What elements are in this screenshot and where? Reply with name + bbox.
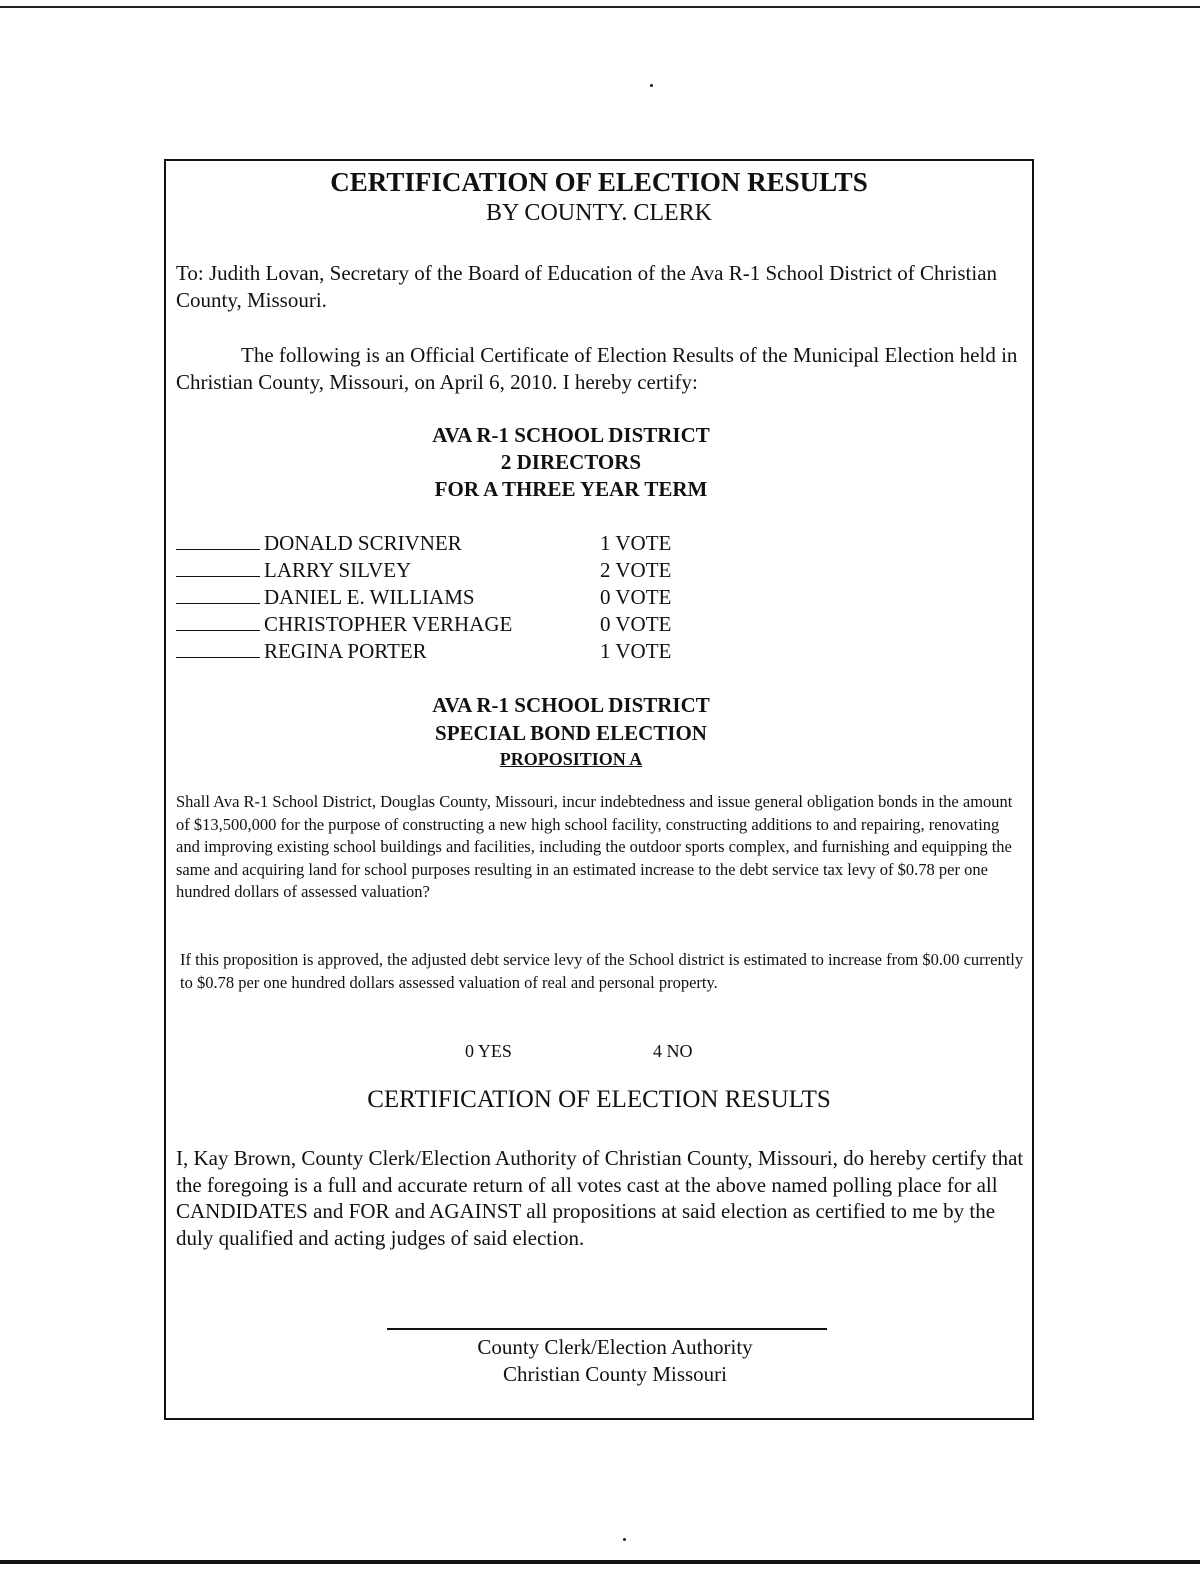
certificate-subtitle: BY COUNTY. CLERK (485, 200, 713, 226)
certification-statement: I, Kay Brown, County Clerk/Election Authority of Christian County, Missouri, do hereby certify that the foregoing is a full and accurate return of all votes cast at the above named polling place for all CANDIDATES and FOR and AGAINST all propositions at said election as certified to me by the duly qualified and acting judges of said election. (176, 1146, 1024, 1250)
certificate-frame (164, 159, 1034, 1420)
addressee-paragraph: To: Judith Lovan, Secretary of the Board of Education of the Ava R-1 School District of Christian County, Missouri. (176, 261, 998, 312)
candidate-votes: 0 VOTE (600, 585, 672, 609)
certificate-title: CERTIFICATION OF ELECTION RESULTS (330, 167, 868, 197)
proposition-label: PROPOSITION A (499, 749, 643, 769)
bond-heading-election: SPECIAL BOND ELECTION (435, 721, 707, 745)
signature-line (387, 1328, 827, 1330)
yes-count: 0 YES (465, 1041, 512, 1061)
scan-border-top (0, 6, 1200, 8)
signature-title: County Clerk/Election Authority (477, 1335, 753, 1359)
bond-heading-district: AVA R-1 SCHOOL DISTRICT (432, 693, 710, 717)
mark-blank (176, 531, 260, 550)
directors-heading-district: AVA R-1 SCHOOL DISTRICT (432, 423, 710, 447)
signature-county: Christian County Missouri (502, 1362, 728, 1386)
candidate-name: REGINA PORTER (264, 639, 427, 663)
candidate-votes: 1 VOTE (600, 639, 672, 663)
candidate-row (176, 558, 672, 583)
candidate-row (176, 531, 672, 556)
no-count: 4 NO (653, 1041, 693, 1061)
certification-title: CERTIFICATION OF ELECTION RESULTS (367, 1086, 831, 1113)
mark-blank (176, 585, 260, 604)
directors-heading-term: FOR A THREE YEAR TERM (434, 477, 708, 501)
mark-blank (176, 558, 260, 577)
proposition-note: If this proposition is approved, the adjusted debt service levy of the School district is estimated to increase from $0.00 currently to $0.78 per one hundred dollars assessed valuation of real and personal property. (180, 950, 1024, 992)
candidate-name: DANIEL E. WILLIAMS (264, 585, 475, 609)
mark-blank (176, 639, 260, 658)
candidate-name: DONALD SCRIVNER (264, 531, 462, 555)
candidate-row (176, 639, 672, 664)
candidate-votes: 1 VOTE (600, 531, 672, 555)
proposition-question: Shall Ava R-1 School District, Douglas County, Missouri, incur indebtedness and issue general obligation bonds in the amount of $13,500,000 for the purpose of constructing a new high school facility, constructing additions to and repairing, renovating and improving existing school buildings and facilities, including the outdoor sports complex, and furnishing and equipping the same and acquiring land for school purposes resulting in an estimated increase to the debt service tax levy of $0.78 per one hundred dollars of assessed valuation? (176, 792, 1013, 901)
candidate-row (176, 612, 672, 637)
intro-paragraph: The following is an Official Certificate of Election Results of the Municipal Election held in Christian County, Missouri, on April 6, 2010. I hereby certify: (176, 343, 1018, 394)
candidate-name: LARRY SILVEY (264, 558, 412, 582)
scan-border-bottom (0, 1560, 1200, 1564)
candidate-row (176, 585, 672, 610)
scan-speck (650, 84, 653, 87)
candidate-votes: 2 VOTE (600, 558, 672, 582)
candidate-votes: 0 VOTE (600, 612, 672, 636)
directors-heading-seats: 2 DIRECTORS (500, 450, 642, 474)
mark-blank (176, 612, 260, 631)
candidate-name: CHRISTOPHER VERHAGE (264, 612, 513, 636)
scan-speck (623, 1538, 626, 1541)
